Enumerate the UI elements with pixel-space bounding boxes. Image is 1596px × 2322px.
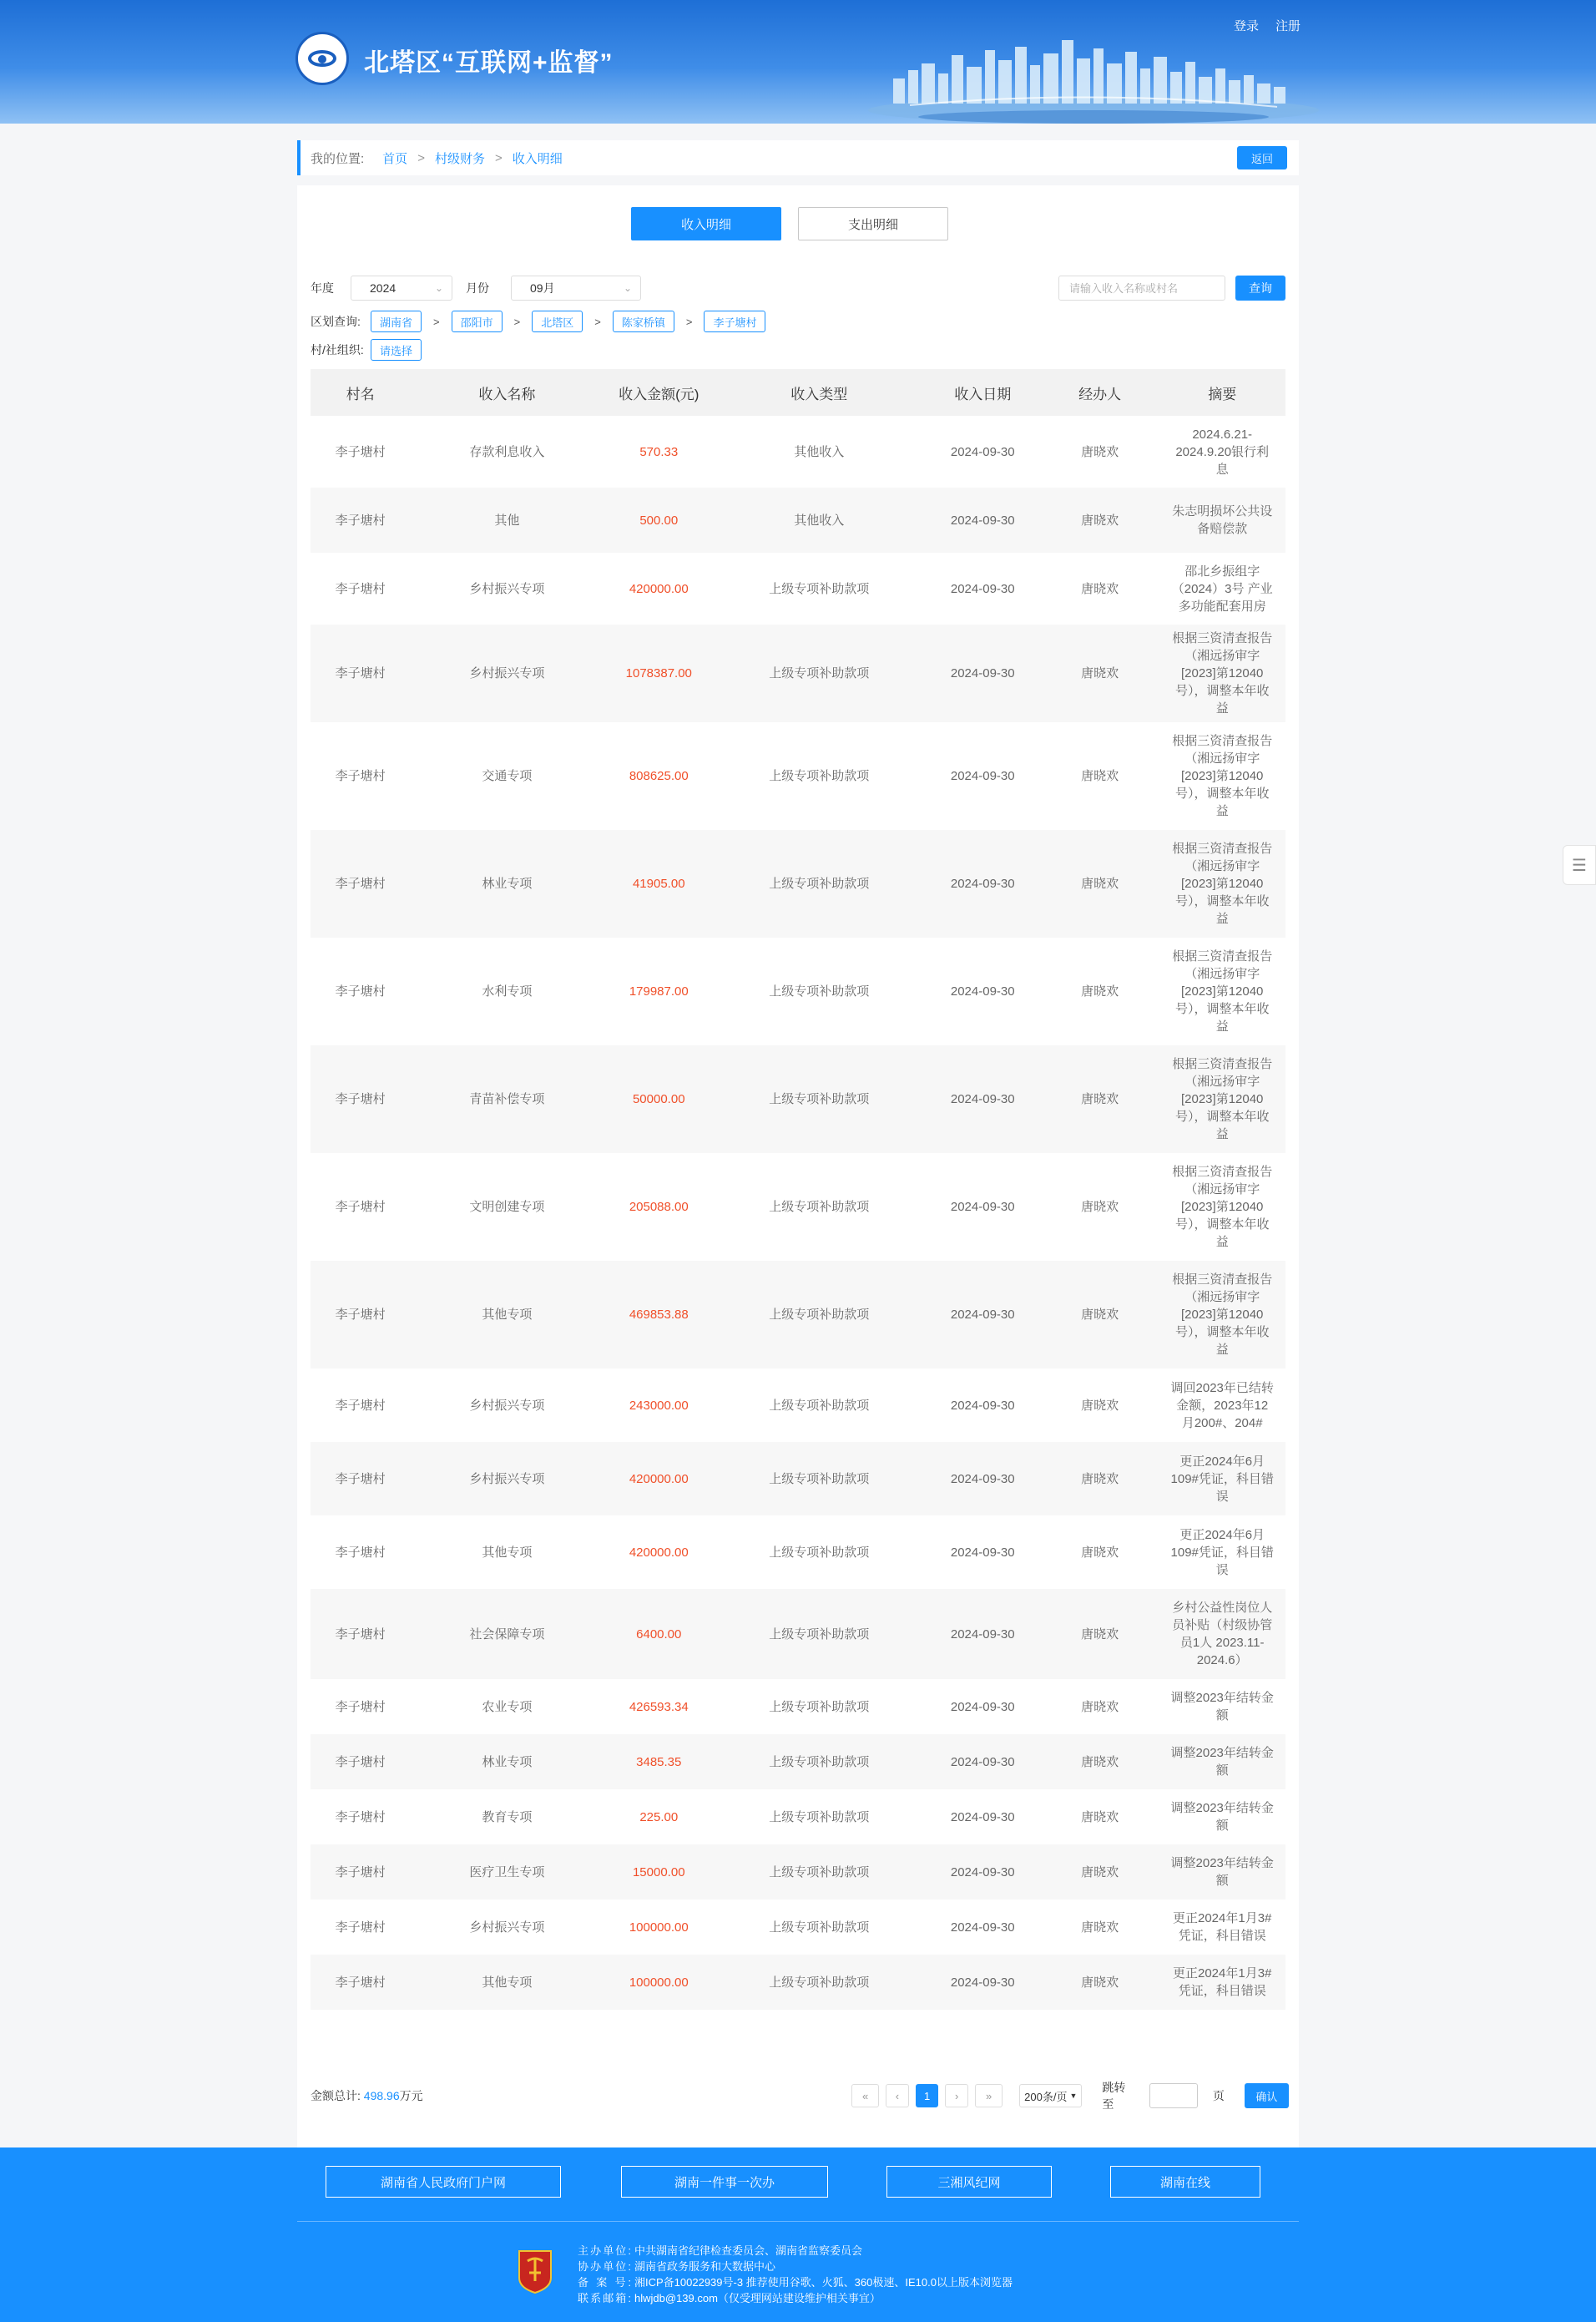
detail-tabs [631, 207, 948, 240]
page-controls [851, 2079, 1289, 2112]
cell-date: 2024-09-30 [925, 1261, 1041, 1368]
region-chip-province[interactable]: 湖南省 [371, 311, 422, 332]
cell-date: 2024-09-30 [925, 416, 1041, 488]
cell-date: 2024-09-30 [925, 1045, 1041, 1153]
cell-income-type: 上级专项补助款项 [714, 553, 925, 625]
amount-total [311, 2087, 423, 2104]
footer-info-line [578, 2243, 1013, 2259]
cell-date: 2024-09-30 [925, 1734, 1041, 1789]
cell-memo: 调整2023年结转金额 [1159, 1789, 1285, 1844]
month-value: 09月 [530, 281, 555, 295]
cell-village: 李子塘村 [311, 1789, 410, 1844]
cell-date: 2024-09-30 [925, 1955, 1041, 2010]
cell-handler: 唐晓欢 [1041, 1442, 1159, 1515]
next-page-button[interactable]: › [945, 2084, 968, 2107]
region-chip-district[interactable]: 北塔区 [532, 311, 583, 332]
org-label: 村/社组织: [311, 343, 364, 357]
cell-village: 李子塘村 [311, 1045, 410, 1153]
cell-handler: 唐晓欢 [1041, 1844, 1159, 1900]
footer-link-one-thing[interactable]: 湖南一件事一次办 [621, 2166, 828, 2198]
breadcrumb-home[interactable]: 首页 [382, 151, 408, 166]
cell-income-name: 文明创建专项 [410, 1153, 604, 1261]
chevron-down-icon: ⌄ [623, 282, 632, 294]
cell-income-name: 其他专项 [410, 1261, 604, 1368]
cell-memo: 根据三资清查报告（湘远扬审字[2023]第12040号），调整本年收益 [1159, 1261, 1285, 1368]
cell-date: 2024-09-30 [925, 1368, 1041, 1442]
cell-amount: 225.00 [604, 1789, 714, 1844]
cell-income-name: 社会保障专项 [410, 1589, 604, 1679]
cell-date: 2024-09-30 [925, 1900, 1041, 1955]
cell-income-name: 医疗卫生专项 [410, 1844, 604, 1900]
cell-income-name: 乡村振兴专项 [410, 625, 604, 722]
cell-memo: 更正2024年6月109#凭证，科目错误 [1159, 1515, 1285, 1589]
cell-memo: 调整2023年结转金额 [1159, 1679, 1285, 1734]
footer-link-hunan-online[interactable]: 湖南在线 [1110, 2166, 1260, 2198]
cell-date: 2024-09-30 [925, 938, 1041, 1045]
cell-date: 2024-09-30 [925, 830, 1041, 938]
cell-date: 2024-09-30 [925, 553, 1041, 625]
year-select[interactable] [351, 276, 452, 301]
main-panel [297, 185, 1299, 2147]
cell-amount: 205088.00 [604, 1153, 714, 1261]
cell-date: 2024-09-30 [925, 1515, 1041, 1589]
table-row [311, 1261, 1285, 1368]
cell-amount: 100000.00 [604, 1900, 714, 1955]
table-row [311, 938, 1285, 1045]
footer-info-label: 备 案 号: [578, 2276, 631, 2289]
cell-income-type: 上级专项补助款项 [714, 1589, 925, 1679]
cell-handler: 唐晓欢 [1041, 1153, 1159, 1261]
col-header-village: 村名 [311, 369, 410, 416]
region-chip-village[interactable]: 李子塘村 [704, 311, 765, 332]
breadcrumb-income-detail[interactable]: 收入明细 [512, 151, 563, 166]
cell-amount: 426593.34 [604, 1679, 714, 1734]
goto-label: 跳转至 [1102, 2081, 1126, 2111]
table-row [311, 416, 1285, 488]
cell-memo: 调回2023年已结转金额，2023年12月200#、204# [1159, 1368, 1285, 1442]
col-header-amount: 收入金额(元) [604, 369, 714, 416]
table-row [311, 1045, 1285, 1153]
cell-memo: 调整2023年结转金额 [1159, 1734, 1285, 1789]
cell-income-type: 上级专项补助款项 [714, 1261, 925, 1368]
site-title: 北塔区“互联网+监督” [364, 49, 614, 77]
footer-info-line [578, 2290, 1013, 2306]
total-unit: 万元 [399, 2089, 423, 2102]
table-row [311, 830, 1285, 938]
cell-income-type: 上级专项补助款项 [714, 1045, 925, 1153]
col-header-memo: 摘要 [1159, 369, 1285, 416]
cell-memo: 乡村公益性岗位人员补贴（村级协管员1人 2023.11-2024.6） [1159, 1589, 1285, 1679]
cell-handler: 唐晓欢 [1041, 722, 1159, 830]
cell-income-name: 其他 [410, 488, 604, 553]
cell-village: 李子塘村 [311, 625, 410, 722]
table-header-row [311, 369, 1285, 416]
cell-income-type: 上级专项补助款项 [714, 1955, 925, 2010]
cell-village: 李子塘村 [311, 1900, 410, 1955]
cell-memo: 更正2024年1月3#凭证，科目错误 [1159, 1900, 1285, 1955]
col-header-income-name: 收入名称 [410, 369, 604, 416]
cell-memo: 邵北乡振组字（2024）3号 产业多功能配套用房 [1159, 553, 1285, 625]
table-row [311, 1734, 1285, 1789]
cell-date: 2024-09-30 [925, 1153, 1041, 1261]
cell-income-name: 水利专项 [410, 938, 604, 1045]
cell-income-type: 上级专项补助款项 [714, 722, 925, 830]
cell-amount: 420000.00 [604, 1515, 714, 1589]
cell-amount: 420000.00 [604, 553, 714, 625]
cell-memo: 根据三资清查报告（湘远扬审字[2023]第12040号），调整本年收益 [1159, 1153, 1285, 1261]
cell-memo: 根据三资清查报告（湘远扬审字[2023]第12040号），调整本年收益 [1159, 830, 1285, 938]
cell-date: 2024-09-30 [925, 1589, 1041, 1679]
cell-village: 李子塘村 [311, 1442, 410, 1515]
breadcrumb-separator: > [494, 150, 503, 165]
table-row [311, 1844, 1285, 1900]
cell-income-name: 存款利息收入 [410, 416, 604, 488]
month-label: 月份 [466, 281, 489, 295]
cell-memo: 更正2024年6月109#凭证，科目错误 [1159, 1442, 1285, 1515]
cell-amount: 808625.00 [604, 722, 714, 830]
region-label: 区划查询: [311, 315, 361, 328]
cell-income-name: 交通专项 [410, 722, 604, 830]
back-button[interactable]: 返回 [1237, 146, 1287, 169]
cell-income-name: 乡村振兴专项 [410, 1368, 604, 1442]
cell-memo: 根据三资清查报告（湘远扬审字[2023]第12040号），调整本年收益 [1159, 625, 1285, 722]
site-footer [0, 2147, 1596, 2322]
cell-income-name: 乡村振兴专项 [410, 553, 604, 625]
table-row [311, 553, 1285, 625]
cell-date: 2024-09-30 [925, 625, 1041, 722]
cell-handler: 唐晓欢 [1041, 625, 1159, 722]
table-row [311, 1900, 1285, 1955]
cell-village: 李子塘村 [311, 938, 410, 1045]
table-row [311, 1442, 1285, 1515]
cell-handler: 唐晓欢 [1041, 830, 1159, 938]
footer-info-label: 联系邮箱: [578, 2292, 631, 2304]
table-row [311, 722, 1285, 830]
income-table [311, 369, 1285, 2010]
cell-income-type: 上级专项补助款项 [714, 625, 925, 722]
prev-page-button[interactable]: ‹ [886, 2084, 909, 2107]
goto-confirm-button[interactable]: 确认 [1245, 2083, 1289, 2108]
table-row [311, 625, 1285, 722]
cell-memo: 根据三资清查报告（湘远扬审字[2023]第12040号），调整本年收益 [1159, 938, 1285, 1045]
footer-link-sanxiang[interactable]: 三湘风纪网 [886, 2166, 1052, 2198]
cell-memo: 根据三资清查报告（湘远扬审字[2023]第12040号），调整本年收益 [1159, 1045, 1285, 1153]
auth-links [1234, 17, 1301, 34]
cell-income-type: 上级专项补助款项 [714, 1900, 925, 1955]
cell-amount: 15000.00 [604, 1844, 714, 1900]
month-select[interactable] [511, 276, 641, 301]
cell-handler: 唐晓欢 [1041, 1261, 1159, 1368]
cell-amount: 50000.00 [604, 1045, 714, 1153]
cell-handler: 唐晓欢 [1041, 416, 1159, 488]
cell-income-type: 上级专项补助款项 [714, 1789, 925, 1844]
cell-date: 2024-09-30 [925, 488, 1041, 553]
cell-handler: 唐晓欢 [1041, 1900, 1159, 1955]
cell-handler: 唐晓欢 [1041, 1045, 1159, 1153]
footer-info-line [578, 2274, 1013, 2290]
cell-memo: 朱志明损坏公共设备赔偿款 [1159, 488, 1285, 553]
total-label: 金额总计: [311, 2089, 361, 2102]
page-size-value: 200条/页 [1024, 2090, 1068, 2103]
eye-icon [308, 50, 336, 67]
cell-income-type: 其他收入 [714, 416, 925, 488]
cell-handler: 唐晓欢 [1041, 1515, 1159, 1589]
table-body [311, 416, 1285, 2010]
cell-village: 李子塘村 [311, 1734, 410, 1789]
footer-info-value: 中共湖南省纪律检查委员会、湖南省监察委员会 [634, 2244, 863, 2257]
cell-handler: 唐晓欢 [1041, 1955, 1159, 2010]
breadcrumb-village-finance[interactable]: 村级财务 [434, 151, 485, 166]
footer-link-hunan-gov[interactable]: 湖南省人民政府门户网 [326, 2166, 561, 2198]
cell-income-name: 乡村振兴专项 [410, 1442, 604, 1515]
cell-amount: 420000.00 [604, 1442, 714, 1515]
table-row [311, 1789, 1285, 1844]
cell-income-name: 青苗补偿专项 [410, 1045, 604, 1153]
cell-date: 2024-09-30 [925, 722, 1041, 830]
page-unit-label: 页 [1212, 2089, 1225, 2102]
filter-panel [311, 274, 765, 364]
arrow-right-icon: > [685, 315, 693, 328]
cell-memo: 2024.6.21-2024.9.20银行利息 [1159, 416, 1285, 488]
city-skyline-image [860, 30, 1327, 124]
cell-village: 李子塘村 [311, 1261, 410, 1368]
cell-village: 李子塘村 [311, 416, 410, 488]
site-logo [295, 32, 349, 85]
region-chip-city[interactable]: 邵阳市 [452, 311, 503, 332]
page-number-button[interactable]: 1 [916, 2084, 939, 2107]
cell-amount: 243000.00 [604, 1368, 714, 1442]
footer-divider [297, 2221, 1299, 2222]
table-row [311, 1153, 1285, 1261]
footer-info-value: 湖南省政务服务和大数据中心 [634, 2260, 776, 2273]
cell-income-type: 上级专项补助款项 [714, 1515, 925, 1589]
login-link[interactable]: 登录 [1234, 19, 1260, 33]
arrow-right-icon: > [594, 315, 601, 328]
caret-down-icon: ▼ [1069, 2092, 1078, 2100]
cell-amount: 1078387.00 [604, 625, 714, 722]
side-menu-toggle[interactable] [1563, 845, 1596, 885]
cell-date: 2024-09-30 [925, 1789, 1041, 1844]
cell-village: 李子塘村 [311, 1153, 410, 1261]
pagination [311, 2081, 1285, 2111]
cell-village: 李子塘村 [311, 830, 410, 938]
cell-amount: 179987.00 [604, 938, 714, 1045]
cell-memo: 更正2024年1月3#凭证，科目错误 [1159, 1955, 1285, 2010]
cell-income-type: 其他收入 [714, 488, 925, 553]
list-icon: ☰ [1572, 856, 1587, 875]
site-header [0, 0, 1596, 124]
cell-income-type: 上级专项补助款项 [714, 1368, 925, 1442]
breadcrumb-separator: > [417, 150, 425, 165]
first-page-button[interactable]: « [851, 2084, 879, 2107]
breadcrumb-label: 我的位置: [311, 151, 365, 166]
goto-page-input[interactable] [1149, 2083, 1198, 2108]
cell-village: 李子塘村 [311, 1955, 410, 2010]
search-input[interactable] [1058, 276, 1225, 301]
cell-income-name: 林业专项 [410, 1734, 604, 1789]
cell-village: 李子塘村 [311, 1679, 410, 1734]
table-row [311, 1589, 1285, 1679]
cell-income-name: 农业专项 [410, 1679, 604, 1734]
cell-handler: 唐晓欢 [1041, 1368, 1159, 1442]
cell-income-name: 其他专项 [410, 1515, 604, 1589]
footer-info-value: hlwjdb@139.com（仅受理网站建设维护相关事宜） [634, 2292, 881, 2304]
table-row [311, 1679, 1285, 1734]
cell-amount: 6400.00 [604, 1589, 714, 1679]
table-row [311, 1368, 1285, 1442]
cell-village: 李子塘村 [311, 488, 410, 553]
cell-income-name: 乡村振兴专项 [410, 1900, 604, 1955]
cell-handler: 唐晓欢 [1041, 1589, 1159, 1679]
cell-income-type: 上级专项补助款项 [714, 1442, 925, 1515]
search-button[interactable]: 查询 [1235, 276, 1285, 301]
tab-income-detail[interactable]: 收入明细 [631, 207, 781, 240]
cell-handler: 唐晓欢 [1041, 488, 1159, 553]
footer-info-label: 主办单位: [578, 2244, 631, 2257]
cell-memo: 根据三资清查报告（湘远扬审字[2023]第12040号），调整本年收益 [1159, 722, 1285, 830]
cell-village: 李子塘村 [311, 553, 410, 625]
cell-village: 李子塘村 [311, 722, 410, 830]
register-link[interactable]: 注册 [1275, 19, 1301, 33]
col-header-date: 收入日期 [925, 369, 1041, 416]
cell-income-type: 上级专项补助款项 [714, 830, 925, 938]
cell-village: 李子塘村 [311, 1589, 410, 1679]
last-page-button[interactable]: » [975, 2084, 1003, 2107]
cell-memo: 调整2023年结转金额 [1159, 1844, 1285, 1900]
cell-date: 2024-09-30 [925, 1844, 1041, 1900]
cell-income-name: 林业专项 [410, 830, 604, 938]
cell-date: 2024-09-30 [925, 1679, 1041, 1734]
footer-info-label: 协办单位: [578, 2260, 631, 2273]
cell-amount: 570.33 [604, 416, 714, 488]
org-select-chip[interactable]: 请选择 [371, 339, 422, 361]
cell-amount: 100000.00 [604, 1955, 714, 2010]
footer-info-line [578, 2259, 1013, 2274]
arrow-right-icon: > [513, 315, 521, 328]
arrow-right-icon: > [433, 315, 440, 328]
cell-handler: 唐晓欢 [1041, 1789, 1159, 1844]
table-row [311, 488, 1285, 553]
cell-income-type: 上级专项补助款项 [714, 1844, 925, 1900]
cell-income-type: 上级专项补助款项 [714, 1734, 925, 1789]
cell-income-type: 上级专项补助款项 [714, 938, 925, 1045]
footer-info-value: 湘ICP备10022939号-3 推荐使用谷歌、火狐、360极速、IE10.0以上版本浏览器 [634, 2276, 1013, 2289]
cell-amount: 41905.00 [604, 830, 714, 938]
cell-village: 李子塘村 [311, 1368, 410, 1442]
cell-income-type: 上级专项补助款项 [714, 1679, 925, 1734]
cell-village: 李子塘村 [311, 1844, 410, 1900]
cell-income-name: 教育专项 [410, 1789, 604, 1844]
region-chip-town[interactable]: 陈家桥镇 [613, 311, 674, 332]
year-value: 2024 [370, 281, 396, 295]
cell-income-name: 其他专项 [410, 1955, 604, 2010]
cell-amount: 3485.35 [604, 1734, 714, 1789]
cell-amount: 469853.88 [604, 1261, 714, 1368]
table-row [311, 1515, 1285, 1589]
page-size-select[interactable] [1019, 2084, 1082, 2107]
cell-income-type: 上级专项补助款项 [714, 1153, 925, 1261]
party-emblem-icon [516, 2248, 554, 2294]
cell-handler: 唐晓欢 [1041, 553, 1159, 625]
cell-date: 2024-09-30 [925, 1442, 1041, 1515]
footer-info [578, 2243, 1013, 2306]
year-label: 年度 [311, 281, 334, 295]
breadcrumb [297, 140, 1299, 175]
table-row [311, 1955, 1285, 2010]
cell-handler: 唐晓欢 [1041, 1734, 1159, 1789]
footer-links [326, 2166, 1260, 2198]
tab-expense-detail[interactable]: 支出明细 [798, 207, 948, 240]
col-header-income-type: 收入类型 [714, 369, 925, 416]
cell-amount: 500.00 [604, 488, 714, 553]
total-value: 498.96 [363, 2089, 400, 2102]
cell-handler: 唐晓欢 [1041, 1679, 1159, 1734]
chevron-down-icon: ⌄ [434, 282, 443, 294]
cell-village: 李子塘村 [311, 1515, 410, 1589]
cell-handler: 唐晓欢 [1041, 938, 1159, 1045]
col-header-handler: 经办人 [1041, 369, 1159, 416]
